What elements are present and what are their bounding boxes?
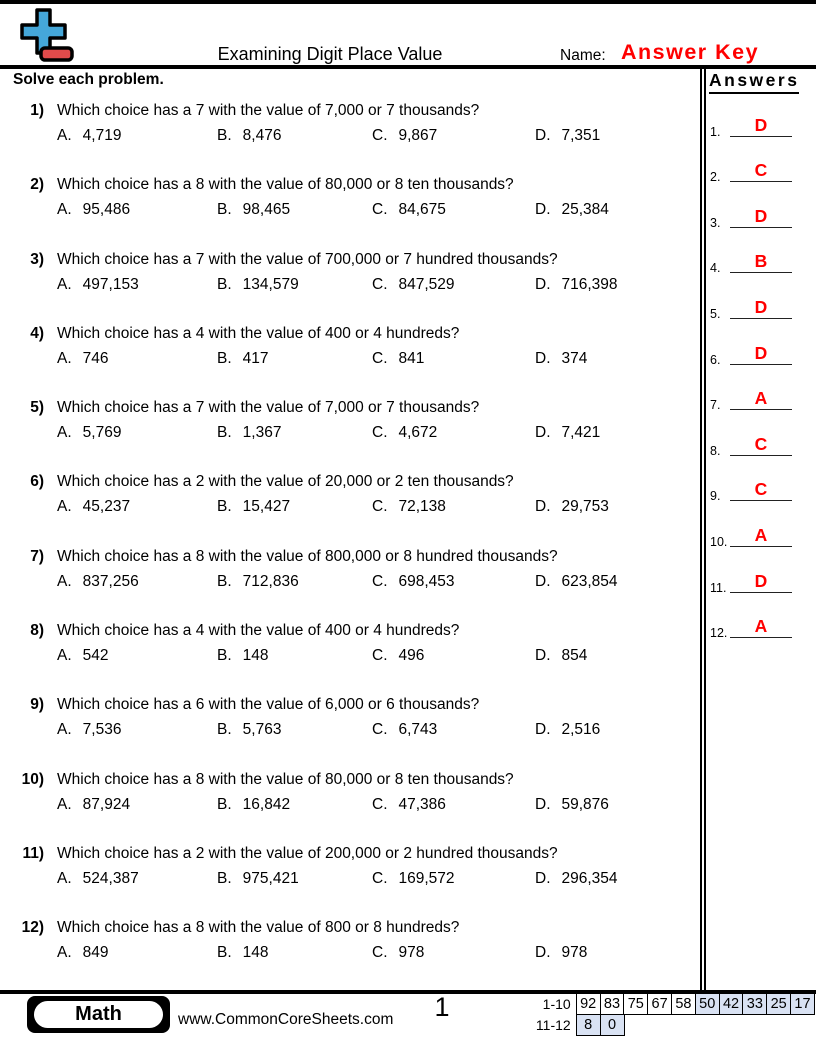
choice-value: 524,387 [82, 869, 139, 887]
score-cell: 33 [742, 993, 767, 1015]
question-line [0, 176, 700, 194]
answer-item-number: 10. [710, 534, 728, 549]
answer-choices [57, 870, 700, 888]
answer-letter: A [754, 616, 768, 637]
answer-choices [57, 721, 700, 739]
choice-value: 4,719 [82, 127, 122, 144]
question-text: Which choice has a 4 with the value of 400 or 4 hundreds? [57, 324, 460, 342]
choice-a [57, 573, 217, 591]
choice-c [372, 127, 535, 145]
answer-item [708, 555, 814, 601]
choice-value: 15,427 [242, 498, 291, 516]
name-label: Name: [560, 47, 606, 64]
choice-c [372, 573, 535, 591]
question-block [0, 459, 700, 533]
choice-c [372, 424, 535, 442]
question-block [0, 534, 700, 608]
choice-value: 849 [82, 944, 109, 962]
question-block [0, 905, 700, 979]
choice-label: D. [535, 572, 551, 590]
choice-value: 975,421 [242, 869, 299, 887]
choice-label: B. [217, 572, 232, 590]
question-block [0, 831, 700, 905]
choice-value: 847,529 [398, 275, 455, 293]
question-block [0, 682, 700, 756]
choice-label: C. [372, 349, 388, 367]
choice-d [535, 870, 700, 888]
question-number: 3) [30, 250, 44, 268]
choice-label: C. [372, 127, 388, 144]
choice-c [372, 201, 535, 219]
answer-item-number: 1. [710, 124, 721, 139]
choice-b [217, 276, 372, 294]
score-cell: 0 [600, 1014, 625, 1036]
choice-label: D. [535, 201, 551, 219]
choice-d [535, 127, 700, 145]
answer-choices [57, 350, 700, 368]
question-text: Which choice has a 7 with the value of 7,000 or 7 thousands? [57, 102, 480, 119]
choice-value: 25,384 [561, 201, 609, 219]
choice-label: C. [372, 201, 388, 219]
score-cell: 42 [719, 993, 744, 1015]
question-text: Which choice has a 8 with the value of 800,000 or 8 hundred thousands? [57, 547, 558, 565]
choice-label: A. [57, 572, 72, 590]
header-divider [0, 65, 816, 69]
answer-list [708, 99, 814, 646]
worksheet-title: Examining Digit Place Value [217, 44, 443, 64]
answer-item [708, 327, 814, 373]
answer-letter: D [754, 342, 768, 363]
answer-choices [57, 647, 700, 665]
question-text: Which choice has a 8 with the value of 80,000 or 8 ten thousands? [57, 176, 514, 194]
score-cells [576, 993, 815, 1015]
answer-item [708, 236, 814, 282]
math-brand-badge [27, 996, 170, 1033]
answer-item [708, 145, 814, 191]
answer-item [708, 464, 814, 510]
question-text: Which choice has a 8 with the value of 80,000 or 8 ten thousands? [57, 770, 514, 788]
choice-value: 374 [561, 349, 588, 367]
choice-label: B. [217, 349, 232, 367]
choice-b [217, 944, 372, 962]
choice-a [57, 796, 217, 814]
choice-label: A. [57, 869, 72, 887]
score-cell: 92 [576, 993, 601, 1015]
choice-value: 5,763 [242, 721, 282, 739]
answer-blank-line [730, 525, 792, 547]
answer-blank-line [730, 616, 792, 638]
choice-value: 841 [398, 349, 425, 367]
choice-a [57, 870, 217, 888]
choice-value: 5,769 [82, 424, 122, 442]
choice-d [535, 276, 700, 294]
choice-label: C. [372, 795, 388, 813]
answer-blank-line [730, 571, 792, 593]
choice-b [217, 721, 372, 739]
answer-item-number: 8. [710, 443, 721, 458]
choice-a [57, 498, 217, 516]
choice-label: A. [57, 127, 72, 144]
question-line [0, 696, 700, 714]
choice-label: A. [57, 275, 72, 293]
choice-d [535, 721, 700, 739]
choice-value: 148 [242, 647, 269, 665]
question-number: 12) [21, 919, 44, 937]
score-cell: 75 [623, 993, 648, 1015]
question-block [0, 757, 700, 831]
page-number: 1 [434, 992, 450, 1022]
answer-choices [57, 424, 700, 442]
choice-label: D. [535, 869, 551, 887]
choice-label: A. [57, 944, 72, 962]
answer-choices [57, 944, 700, 962]
choice-label: C. [372, 572, 388, 590]
questions-list [0, 88, 700, 980]
question-block [0, 162, 700, 236]
answer-key-text: Answer Key [621, 40, 760, 64]
score-row-label: 1-10 [542, 996, 571, 1012]
choice-d [535, 573, 700, 591]
choice-value: 47,386 [398, 795, 446, 813]
choice-label: C. [372, 944, 388, 962]
answer-blank-line [730, 434, 792, 456]
answer-blank-line [730, 479, 792, 501]
question-text: Which choice has a 2 with the value of 200,000 or 2 hundred thousands? [57, 844, 558, 862]
answer-blank-line [730, 115, 792, 137]
question-line [0, 251, 700, 269]
choice-c [372, 276, 535, 294]
choice-b [217, 350, 372, 368]
choice-value: 2,516 [561, 721, 601, 739]
choice-c [372, 350, 535, 368]
score-cell: 58 [671, 993, 696, 1015]
score-cell: 83 [600, 993, 625, 1015]
choice-value: 148 [242, 944, 269, 962]
choice-b [217, 870, 372, 888]
choice-value: 134,579 [242, 275, 299, 293]
answer-item [708, 190, 814, 236]
choice-value: 87,924 [82, 795, 131, 813]
choice-value: 8,476 [242, 127, 282, 144]
answer-letter: D [754, 205, 768, 226]
answer-item-number: 4. [710, 261, 721, 276]
choice-c [372, 498, 535, 516]
answer-item [708, 509, 814, 555]
choice-b [217, 573, 372, 591]
choice-d [535, 647, 700, 665]
choice-c [372, 647, 535, 665]
answer-blank-line [730, 343, 792, 365]
answer-item-number: 11. [710, 580, 727, 595]
answer-choices [57, 498, 700, 516]
question-number: 2) [30, 176, 44, 194]
choice-value: 7,351 [561, 127, 601, 144]
question-line [0, 919, 700, 937]
choice-value: 623,854 [561, 572, 618, 590]
answer-letter: A [754, 388, 768, 409]
answer-choices [57, 127, 700, 145]
answer-letter: C [754, 433, 768, 454]
answer-letter: A [754, 524, 768, 545]
score-cell: 25 [766, 993, 791, 1015]
question-block [0, 237, 700, 311]
choice-value: 854 [561, 647, 588, 665]
answer-blank-line [730, 160, 792, 182]
choice-c [372, 721, 535, 739]
choice-label: B. [217, 647, 232, 665]
choice-label: D. [535, 647, 551, 665]
answer-item-number: 7. [710, 398, 721, 413]
choice-value: 98,465 [242, 201, 291, 219]
question-line [0, 548, 700, 566]
choice-value: 978 [561, 944, 588, 962]
choice-value: 496 [398, 647, 425, 665]
choice-label: C. [372, 275, 388, 293]
question-text: Which choice has a 7 with the value of 700,000 or 7 hundred thousands? [57, 250, 558, 268]
choice-value: 4,672 [398, 424, 438, 442]
choice-label: A. [57, 201, 72, 219]
choice-label: B. [217, 795, 232, 813]
answer-item [708, 373, 814, 419]
answer-item-number: 6. [710, 352, 721, 367]
choice-b [217, 127, 372, 145]
choice-label: D. [535, 127, 551, 144]
choice-b [217, 424, 372, 442]
answer-choices [57, 201, 700, 219]
score-row-11-12 [526, 1014, 815, 1036]
choice-label: A. [57, 424, 72, 442]
choice-value: 9,867 [398, 127, 438, 144]
question-number: 6) [30, 473, 44, 491]
answer-blank-line [730, 388, 792, 410]
score-cell: 67 [647, 993, 672, 1015]
question-block [0, 88, 700, 162]
instructions-text: Solve each problem. [13, 71, 164, 88]
answer-item-number: 9. [710, 489, 721, 504]
choice-d [535, 201, 700, 219]
choice-a [57, 944, 217, 962]
choice-label: B. [217, 944, 232, 962]
question-block [0, 385, 700, 459]
question-line [0, 845, 700, 863]
choice-value: 29,753 [561, 498, 609, 516]
choice-label: A. [57, 721, 72, 739]
choice-label: D. [535, 349, 551, 367]
choice-value: 95,486 [82, 201, 131, 219]
choice-value: 7,536 [82, 721, 122, 739]
question-text: Which choice has a 6 with the value of 6,000 or 6 thousands? [57, 696, 480, 714]
question-text: Which choice has a 7 with the value of 7,000 or 7 thousands? [57, 399, 480, 417]
choice-value: 497,153 [82, 275, 139, 293]
choice-value: 59,876 [561, 795, 609, 813]
choice-value: 978 [398, 944, 425, 962]
choice-value: 7,421 [561, 424, 601, 442]
answer-item-number: 5. [710, 306, 721, 321]
answer-choices [57, 573, 700, 591]
question-text: Which choice has a 4 with the value of 400 or 4 hundreds? [57, 622, 460, 640]
choice-value: 296,354 [561, 869, 618, 887]
score-cells [576, 1014, 625, 1036]
choice-a [57, 350, 217, 368]
score-row-1-10 [526, 993, 815, 1015]
choice-label: B. [217, 869, 232, 887]
choice-d [535, 424, 700, 442]
choice-label: B. [217, 201, 232, 219]
question-number: 5) [30, 399, 44, 417]
answers-divider-outer [700, 69, 702, 990]
question-number: 4) [30, 324, 44, 342]
choice-label: C. [372, 721, 388, 739]
choice-value: 837,256 [82, 572, 139, 590]
answer-item-number: 12. [710, 626, 728, 641]
question-block [0, 608, 700, 682]
choice-c [372, 796, 535, 814]
answer-letter: C [754, 479, 768, 500]
choice-label: D. [535, 424, 551, 442]
question-text: Which choice has a 8 with the value of 800 or 8 hundreds? [57, 919, 460, 937]
question-number: 1) [30, 102, 44, 119]
answer-item [708, 601, 814, 647]
choice-label: B. [217, 498, 232, 516]
answer-letter: D [754, 296, 768, 317]
answers-heading: Answers [709, 70, 799, 94]
choice-a [57, 424, 217, 442]
choice-value: 712,836 [242, 572, 299, 590]
question-line [0, 473, 700, 491]
question-number: 11) [22, 844, 44, 862]
choice-value: 16,842 [242, 795, 291, 813]
choice-a [57, 647, 217, 665]
choice-c [372, 944, 535, 962]
question-block [0, 311, 700, 385]
choice-label: B. [217, 721, 232, 739]
question-line [0, 622, 700, 640]
score-cell: 50 [695, 993, 720, 1015]
question-number: 8) [30, 622, 44, 640]
choice-label: A. [57, 498, 72, 516]
answer-blank-line [730, 251, 792, 273]
website-link: www.CommonCoreSheets.com [178, 1011, 394, 1028]
choice-label: C. [372, 869, 388, 887]
choice-a [57, 127, 217, 145]
answer-blank-line [730, 297, 792, 319]
answer-item [708, 418, 814, 464]
choice-a [57, 201, 217, 219]
answer-letter: D [754, 570, 768, 591]
choice-label: D. [535, 944, 551, 962]
choice-value: 6,743 [398, 721, 438, 739]
answer-letter: D [754, 114, 768, 135]
choice-value: 169,572 [398, 869, 455, 887]
choice-label: B. [217, 424, 232, 442]
plus-minus-icon [13, 6, 77, 66]
choice-b [217, 647, 372, 665]
score-table [526, 993, 815, 1036]
answer-choices [57, 796, 700, 814]
question-line [0, 771, 700, 789]
choice-c [372, 870, 535, 888]
choice-value: 716,398 [561, 275, 618, 293]
question-number: 7) [30, 547, 44, 565]
choice-label: A. [57, 349, 72, 367]
score-cell: 8 [576, 1014, 601, 1036]
choice-d [535, 944, 700, 962]
score-row-label: 11-12 [535, 1016, 571, 1033]
choice-label: C. [372, 647, 388, 665]
choice-value: 84,675 [398, 201, 446, 219]
choice-label: D. [535, 275, 551, 293]
choice-label: B. [217, 275, 232, 293]
question-number: 9) [30, 696, 44, 714]
choice-b [217, 498, 372, 516]
answer-choices [57, 276, 700, 294]
answer-item-number: 3. [710, 215, 721, 230]
question-line [0, 102, 700, 120]
choice-label: D. [535, 498, 551, 516]
answer-item [708, 99, 814, 145]
choice-label: D. [535, 721, 551, 739]
choice-d [535, 796, 700, 814]
question-line [0, 325, 700, 343]
question-text: Which choice has a 2 with the value of 20,000 or 2 ten thousands? [57, 473, 514, 491]
choice-value: 542 [82, 647, 109, 665]
choice-value: 45,237 [82, 498, 131, 516]
choice-b [217, 201, 372, 219]
answer-letter: B [754, 251, 768, 272]
answer-letter: C [754, 160, 768, 181]
choice-a [57, 276, 217, 294]
choice-label: C. [372, 498, 388, 516]
choice-label: B. [217, 127, 232, 144]
answers-divider-inner [704, 69, 706, 990]
choice-value: 417 [242, 349, 269, 367]
answer-blank-line [730, 206, 792, 228]
choice-a [57, 721, 217, 739]
score-cell: 17 [790, 993, 815, 1015]
choice-label: A. [57, 795, 72, 813]
choice-b [217, 796, 372, 814]
choice-label: C. [372, 424, 388, 442]
plus-minus-logo [13, 6, 77, 71]
choice-label: A. [57, 647, 72, 665]
choice-value: 746 [82, 349, 109, 367]
choice-d [535, 498, 700, 516]
choice-d [535, 350, 700, 368]
math-brand-label: Math [34, 1001, 163, 1028]
answers-panel [700, 69, 816, 990]
choice-value: 698,453 [398, 572, 455, 590]
answer-item-number: 2. [710, 170, 721, 185]
choice-value: 1,367 [242, 424, 282, 442]
choice-label: D. [535, 795, 551, 813]
answer-item [708, 281, 814, 327]
question-number: 10) [21, 770, 44, 788]
question-line [0, 399, 700, 417]
choice-value: 72,138 [398, 498, 446, 516]
page-top-border [0, 0, 816, 4]
